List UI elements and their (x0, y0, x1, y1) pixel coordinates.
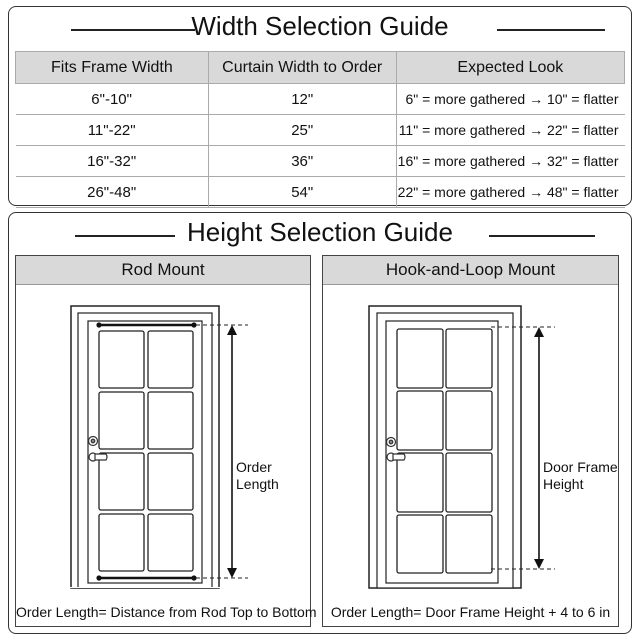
expected-look-cell: 11" = more gathered → 22" = flatter (396, 115, 624, 146)
expected-look-cell: 6" = more gathered → 10" = flatter (396, 84, 624, 115)
frame-width-cell: 16"-32" (16, 146, 209, 177)
header-curtain-width: Curtain Width to Order (208, 52, 396, 84)
height-guide-panel (8, 212, 632, 634)
order-width-cell: 25" (208, 115, 396, 146)
width-guide-title-row (9, 7, 631, 47)
measure-label-line2: Length (236, 476, 279, 492)
frame-width-cell: 11"-22" (16, 115, 209, 146)
table-row (16, 146, 625, 177)
order-length-label (236, 459, 279, 493)
measure-arrow-icon (534, 327, 544, 569)
table-row (16, 84, 625, 115)
rod-mount-heading: Rod Mount (16, 256, 310, 285)
header-frame-width: Fits Frame Width (16, 52, 209, 84)
rod-mount-caption: Order Length= Distance from Rod Top to Bottom (16, 604, 317, 620)
order-width-cell: 12" (208, 84, 396, 115)
width-guide-panel (8, 6, 632, 206)
rod-mount-door-illustration (16, 285, 310, 595)
expected-look-cell: 16" = more gathered → 32" = flatter (396, 146, 624, 177)
table-row (16, 177, 625, 208)
measure-arrow-icon (227, 325, 237, 578)
width-guide-title: Width Selection Guide (191, 11, 449, 41)
title-rule-right (489, 235, 595, 237)
hook-mount-panel (322, 255, 619, 627)
header-expected-look: Expected Look (396, 52, 624, 84)
width-table (15, 51, 625, 208)
height-guide-title-row (9, 213, 631, 253)
order-width-cell: 54" (208, 177, 396, 208)
measure-label-line2: Height (543, 476, 584, 492)
door-frame-height-label (543, 459, 618, 493)
hook-mount-door-illustration (323, 285, 618, 595)
height-guide-title: Height Selection Guide (187, 217, 453, 247)
hook-mount-caption: Order Length= Door Frame Height + 4 to 6 in (330, 604, 611, 620)
rod-mount-panel (15, 255, 317, 627)
frame-width-cell: 26"-48" (16, 177, 209, 208)
table-row (16, 115, 625, 146)
frame-width-cell: 6"-10" (16, 84, 209, 115)
hook-mount-heading: Hook-and-Loop Mount (323, 256, 618, 285)
order-width-cell: 36" (208, 146, 396, 177)
measure-label-line1: Door Frame (543, 459, 618, 475)
measure-label-line1: Order (236, 459, 272, 475)
expected-look-cell: 22" = more gathered → 48" = flatter (396, 177, 624, 208)
title-rule-right (497, 29, 605, 31)
width-table-header-row (16, 52, 625, 84)
